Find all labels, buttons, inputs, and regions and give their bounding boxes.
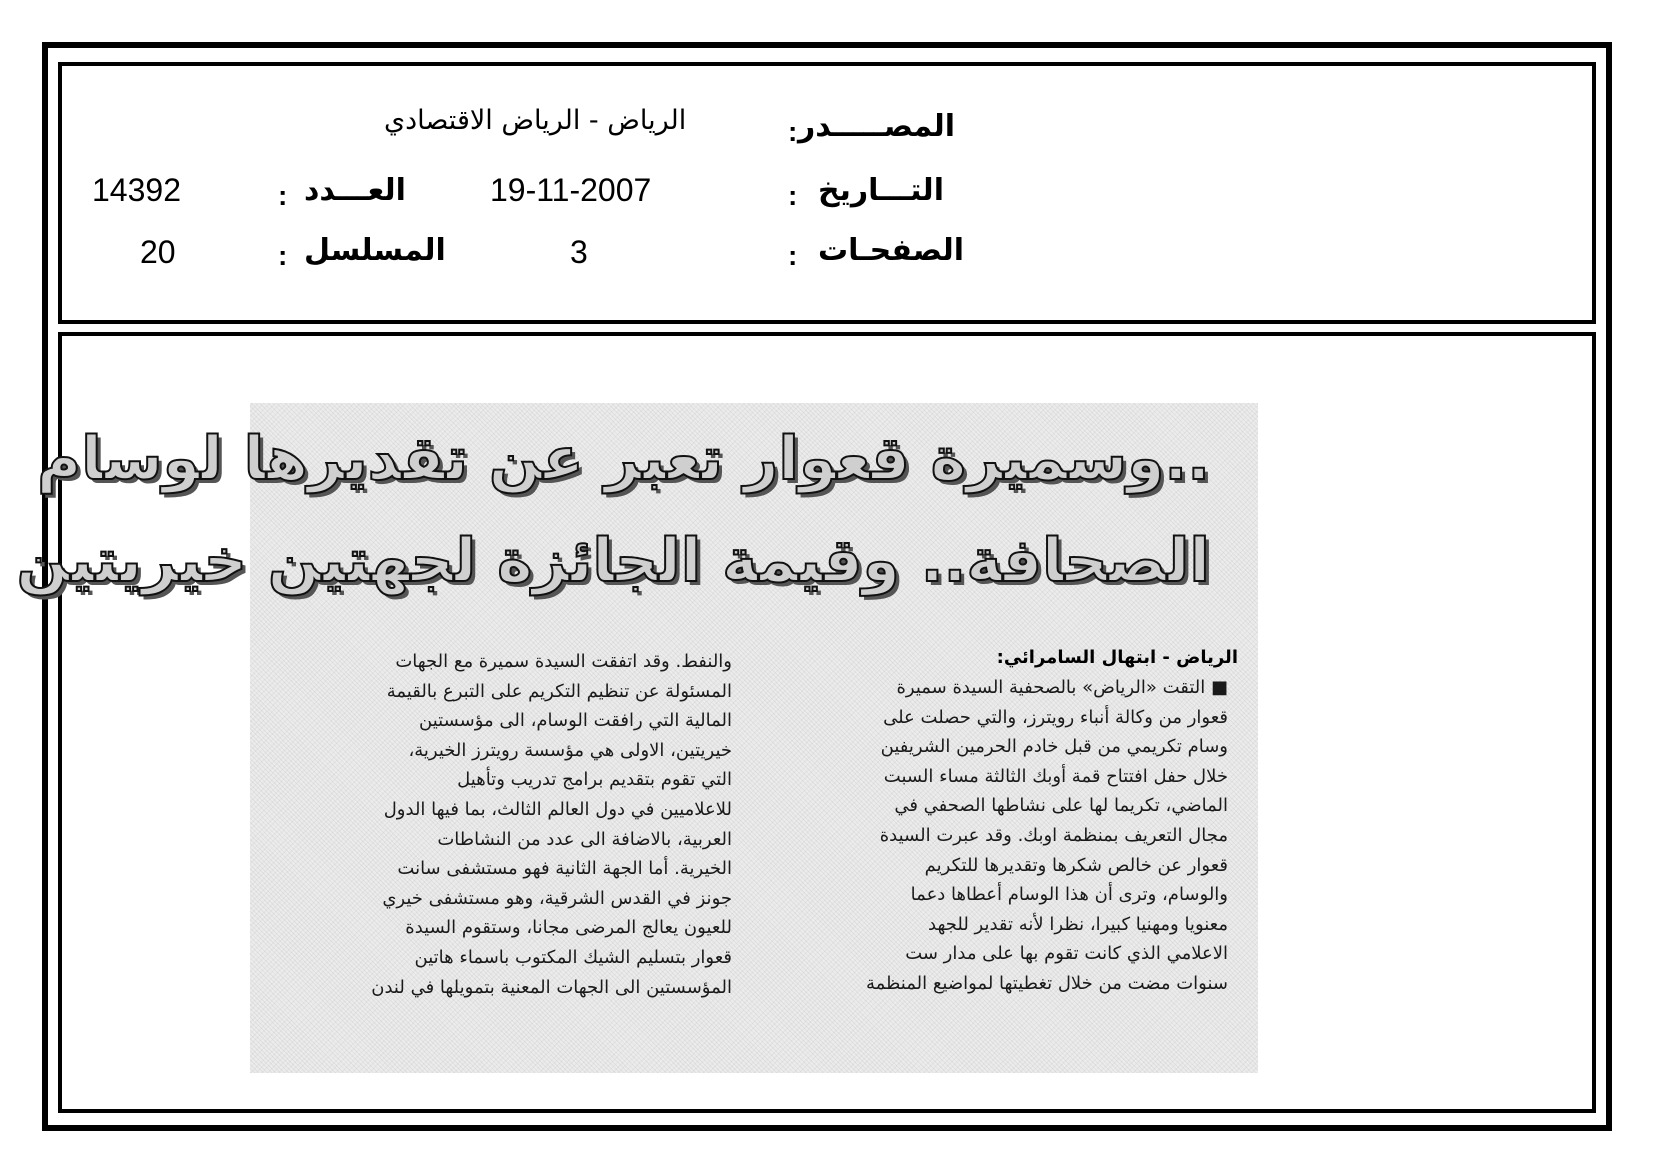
article-column-right bbox=[766, 673, 1228, 999]
paragraph-line: معنويا ومهنيا كبيرا، نظرا لأنه تقدير للجهد bbox=[928, 913, 1228, 935]
paragraph-line: جونز في القدس الشرقية، وهو مستشفى خيري bbox=[382, 887, 732, 909]
pages-value: 3 bbox=[570, 234, 588, 270]
issue-label: العـــدد bbox=[304, 173, 406, 208]
newspaper-clipping bbox=[16, 403, 1258, 1073]
article-column-left bbox=[270, 647, 732, 1002]
headline-line-1: ..وسميرة قعوار تعبر عن تقديرها لوسام bbox=[37, 424, 1210, 494]
paragraph-line: خلال حفل افتتاح قمة أوبك الثالثة مساء السبت bbox=[883, 765, 1228, 787]
paragraph-line: الاعلامي الذي كانت تقوم بها على مدار ست bbox=[905, 943, 1228, 965]
date-value: 19-11-2007 bbox=[490, 172, 652, 208]
paragraph-line: قعوار بتسليم الشيك المكتوب باسماء هاتين bbox=[414, 946, 732, 968]
paragraph-line: والنفط. وقد اتفقت السيدة سميرة مع الجهات bbox=[395, 651, 732, 672]
paragraph-line: المالية التي رافقت الوسام، الى مؤسستين bbox=[419, 710, 732, 732]
headline-line-2: الصحافة.. وقيمة الجائزة لجهتين خيريتين bbox=[16, 526, 1210, 596]
paragraph-line: مجال التعريف بمنظمة اوبك. وقد عبرت السيدة bbox=[879, 824, 1228, 846]
paragraph-line: سنوات مضت من خلال تغطيتها لمواضيع المنظمة bbox=[865, 972, 1228, 994]
paragraph-line: ■ التقت «الرياض» بالصحفية السيدة سميرة bbox=[896, 677, 1228, 698]
source-value: الرياض - الرياض الاقتصادي bbox=[384, 105, 687, 136]
source-colon: : bbox=[788, 116, 798, 147]
pages-colon: : bbox=[788, 240, 798, 271]
source-label: المصـــــدر bbox=[798, 109, 956, 144]
paragraph-line: قعوار من وكالة أنباء رويترز، والتي حصلت على bbox=[883, 706, 1228, 728]
paragraph-line: المؤسستين الى الجهات المعنية بتمويلها في لندن bbox=[371, 976, 732, 998]
pages-label: الصفحـات bbox=[818, 233, 964, 268]
date-colon: : bbox=[788, 180, 798, 211]
byline: الرياض - ابتهال السامرائي: bbox=[996, 647, 1238, 668]
paragraph-line: الماضي، تكريما لها على نشاطها الصحفي في bbox=[894, 795, 1228, 817]
serial-label: المسلسل bbox=[304, 233, 446, 268]
paragraph-line: وسام تكريمي من قبل خادم الحرمين الشريفين bbox=[880, 736, 1228, 758]
paragraph-line: للعيون يعالج المرضى مجانا، وستقوم السيدة bbox=[405, 917, 732, 939]
serial-value: 20 bbox=[140, 234, 176, 270]
paragraph-line: التي تقوم بتقديم برامج تدريب وتأهيل bbox=[457, 769, 732, 791]
paragraph-line: للاعلاميين في دول العالم الثالث، بما فيها الدول bbox=[383, 798, 732, 820]
issue-value: 14392 bbox=[92, 172, 181, 208]
paragraph-line: الخيرية. أما الجهة الثانية فهو مستشفى سانت bbox=[397, 858, 732, 880]
paragraph-line: المسئولة عن تنظيم التكريم على التبرع بالقيمة bbox=[386, 680, 732, 702]
paragraph-line: قعوار عن خالص شكرها وتقديرها للتكريم bbox=[924, 854, 1228, 876]
date-label: التـــاريخ bbox=[818, 173, 944, 208]
serial-colon: : bbox=[278, 240, 288, 271]
paragraph-line: خيريتين، الاولى هي مؤسسة رويترز الخيرية، bbox=[408, 739, 732, 761]
paragraph-line: العربية، بالاضافة الى عدد من النشاطات bbox=[437, 828, 732, 850]
paragraph-line: والوسام، وترى أن هذا الوسام أعطاها دعما bbox=[910, 884, 1228, 906]
issue-colon: : bbox=[278, 180, 288, 211]
